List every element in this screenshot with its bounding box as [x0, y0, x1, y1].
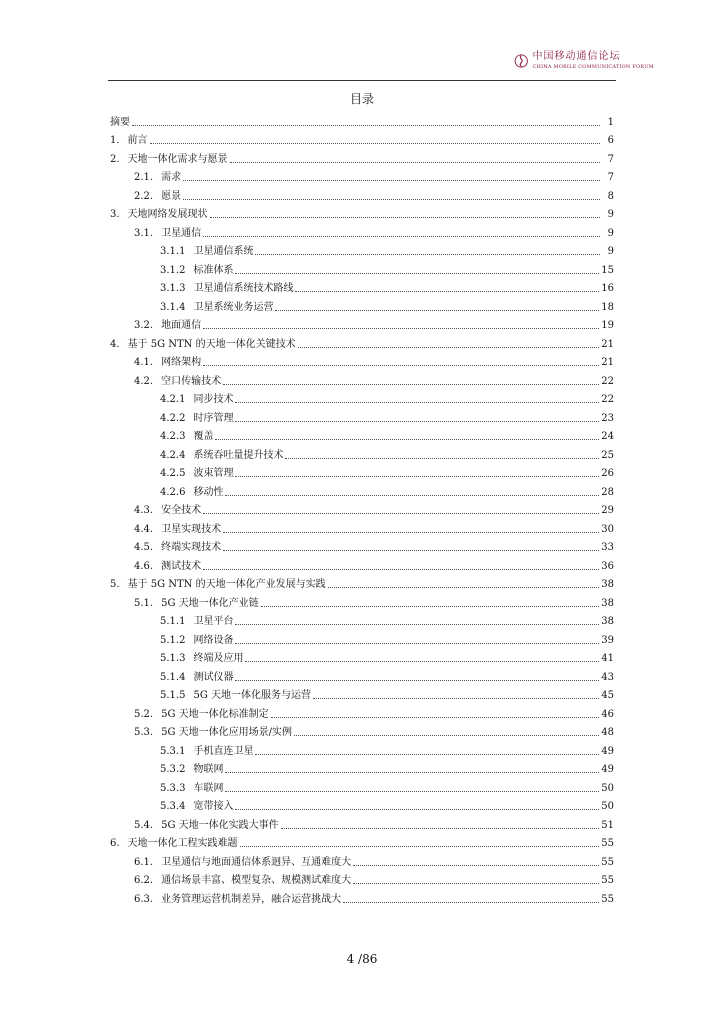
toc-entry-page: 55 [601, 856, 614, 868]
toc-entry[interactable] [108, 684, 614, 703]
toc-dot-leader [353, 865, 599, 866]
toc-entry[interactable] [108, 425, 614, 444]
toc-entry-title: 卫星通信系统 [193, 246, 254, 257]
toc-entry-number: 4.2.3 [160, 431, 186, 442]
toc-entry-page: 51 [601, 819, 614, 831]
toc-entry[interactable] [108, 887, 614, 906]
toc-entry-title: 前言 [127, 135, 148, 146]
toc-entry-title: 标准体系 [193, 264, 234, 276]
toc-entry-title: 网络设备 [193, 634, 234, 646]
toc-entry-title: 同步技术 [193, 394, 234, 405]
toc-dot-leader [255, 754, 599, 755]
toc-entry-page: 41 [601, 653, 614, 664]
toc-dot-leader [223, 550, 599, 551]
toc-dot-leader [183, 180, 600, 181]
toc-entry-title: 测试技术 [161, 560, 202, 572]
toc-entry-page: 38 [601, 579, 614, 590]
toc-entry-page: 7 [607, 153, 614, 165]
toc-entry-number: 5.1.1 [160, 616, 186, 627]
toc-entry-title: 手机直连卫星 [193, 745, 254, 757]
toc-dot-leader [261, 606, 600, 607]
toc-dot-leader [298, 347, 600, 348]
toc-dot-leader [203, 569, 599, 570]
toc-entry[interactable] [108, 388, 614, 407]
toc-entry-number: 4.2.5 [160, 468, 186, 479]
page-number: 4 /86 [346, 952, 378, 966]
toc-entry-title: 空口传输技术 [161, 375, 222, 387]
toc-entry-page: 55 [601, 875, 614, 886]
toc-entry-page: 6 [607, 135, 614, 146]
toc-dot-leader [295, 291, 599, 292]
toc-entry[interactable] [108, 554, 614, 573]
toc-entry-number: 5.1.5 [160, 690, 186, 701]
toc-entry-page: 46 [601, 708, 614, 720]
toc-entry-number: 4.2. [134, 375, 154, 387]
table-of-contents [108, 110, 614, 906]
toc-entry-title: 卫星平台 [193, 616, 234, 627]
toc-entry-title: 移动性 [193, 486, 224, 498]
toc-dot-leader [281, 828, 600, 829]
toc-entry-title: 天地网络发展现状 [127, 209, 208, 220]
toc-dot-leader [294, 735, 599, 736]
toc-entry-title: 系统吞吐量提升技术 [193, 449, 284, 461]
toc-entry-number: 4.2.2 [160, 412, 186, 424]
toc-dot-leader [235, 643, 599, 644]
toc-entry[interactable] [108, 536, 614, 555]
toc-entry-title: 终端实现技术 [161, 542, 222, 553]
toc-entry[interactable] [108, 332, 614, 351]
toc-dot-leader [271, 717, 600, 718]
toc-entry-page: 21 [601, 357, 614, 368]
toc-entry-title: 波束管理 [193, 468, 234, 479]
toc-entry-number: 3.1.2 [160, 264, 186, 276]
toc-entry-page: 45 [601, 690, 614, 701]
toc-entry[interactable] [108, 258, 614, 277]
toc-entry[interactable] [108, 499, 614, 518]
toc-entry[interactable] [108, 832, 614, 851]
toc-entry-page: 8 [607, 190, 614, 202]
toc-entry-title: 5G 天地一体化标准制定 [161, 708, 269, 720]
toc-entry-page: 49 [601, 745, 614, 757]
toc-entry-title: 业务管理运营机制差异，融合运营挑战大 [161, 893, 342, 905]
toc-title: 目录 [349, 92, 374, 106]
toc-entry[interactable] [108, 739, 614, 758]
toc-dot-leader [225, 772, 599, 773]
toc-entry[interactable] [108, 351, 614, 370]
toc-entry[interactable] [108, 166, 614, 185]
toc-entry-number: 5.1.4 [160, 671, 186, 683]
toc-entry-number: 4.6. [134, 560, 154, 572]
toc-entry-title: 卫星通信系统技术路线 [193, 283, 294, 294]
toc-entry-number: 3.1. [134, 227, 154, 239]
toc-entry-number: 5.3.2 [160, 764, 186, 775]
toc-dot-leader [313, 698, 599, 699]
toc-entry[interactable] [108, 628, 614, 647]
toc-entry[interactable] [108, 795, 614, 814]
toc-entry-number: 6.1. [134, 856, 154, 868]
toc-dot-leader [235, 624, 599, 625]
toc-dot-leader [230, 162, 600, 163]
toc-entry[interactable] [108, 314, 614, 333]
toc-dot-leader [203, 365, 599, 366]
toc-entry-number: 4.3. [134, 505, 154, 516]
toc-entry-title: 地面通信 [161, 320, 202, 331]
toc-entry-page: 16 [601, 283, 614, 294]
toc-entry-number: 4.5. [134, 542, 154, 553]
toc-entry-page: 26 [601, 468, 614, 479]
toc-entry-page: 23 [601, 412, 614, 424]
toc-entry-title: 网络架构 [161, 357, 202, 368]
toc-entry[interactable] [108, 221, 614, 240]
toc-dot-leader [235, 809, 599, 810]
toc-entry[interactable] [108, 129, 614, 148]
toc-entry-title: 测试仪器 [193, 671, 234, 683]
toc-dot-leader [203, 328, 599, 329]
toc-dot-leader [275, 310, 599, 311]
toc-entry-number: 5.4. [134, 819, 154, 831]
toc-entry-number: 5.3.4 [160, 801, 186, 812]
toc-entry-page: 19 [601, 320, 614, 331]
toc-entry-title: 卫星通信 [161, 227, 202, 239]
china-mobile-logo-icon [514, 48, 529, 74]
toc-entry-page: 43 [601, 671, 614, 683]
toc-entry-page: 50 [601, 801, 614, 812]
toc-entry-title: 卫星通信与地面通信体系迥异、互通难度大 [161, 856, 352, 868]
toc-entry-title: 5G 天地一体化实践大事件 [161, 819, 279, 831]
toc-entry-number: 6. [110, 838, 120, 849]
toc-entry-page: 7 [607, 172, 614, 183]
toc-dot-leader [245, 661, 599, 662]
toc-entry[interactable] [108, 665, 614, 684]
toc-dot-leader [240, 846, 600, 847]
toc-entry[interactable] [108, 573, 614, 592]
toc-entry[interactable] [108, 610, 614, 629]
toc-entry[interactable] [108, 240, 614, 259]
toc-entry[interactable] [108, 406, 614, 425]
toc-entry-number: 2.2. [134, 190, 154, 202]
toc-entry[interactable] [108, 517, 614, 536]
toc-entry[interactable] [108, 369, 614, 388]
toc-entry-number: 5.3.1 [160, 745, 186, 757]
toc-entry-number: 3.1.4 [160, 301, 186, 313]
toc-entry[interactable] [108, 702, 614, 721]
toc-dot-leader [132, 125, 600, 126]
toc-entry-page: 22 [601, 375, 614, 387]
toc-entry-title: 摘要 [110, 116, 130, 128]
toc-entry[interactable] [108, 647, 614, 666]
toc-dot-leader [225, 495, 599, 496]
toc-entry-title: 天地一体化工程实践难题 [127, 838, 238, 849]
toc-entry[interactable] [108, 203, 614, 222]
toc-entry-title: 宽带接入 [193, 801, 234, 812]
toc-entry-title: 天地一体化需求与愿景 [127, 153, 228, 165]
toc-entry-page: 9 [607, 227, 614, 239]
toc-entry-page: 36 [601, 560, 614, 572]
toc-dot-leader [223, 384, 599, 385]
toc-entry-page: 15 [601, 264, 614, 276]
toc-entry-page: 25 [601, 449, 614, 461]
toc-dot-leader [235, 402, 599, 403]
toc-entry-title: 覆盖 [193, 431, 214, 442]
toc-dot-leader [255, 254, 600, 255]
toc-dot-leader [150, 143, 600, 144]
toc-entry-title: 安全技术 [161, 505, 202, 516]
toc-entry-number: 5.2. [134, 708, 154, 720]
toc-entry-title: 5G 天地一体化服务与运营 [193, 690, 311, 701]
toc-entry-number: 3.1.3 [160, 283, 186, 294]
toc-dot-leader [203, 236, 600, 237]
toc-entry-title: 车联网 [193, 782, 224, 794]
toc-entry-page: 49 [601, 764, 614, 775]
toc-dot-leader [203, 513, 599, 514]
toc-entry[interactable] [108, 147, 614, 166]
header-divider [108, 80, 616, 81]
toc-entry-page: 39 [601, 634, 614, 646]
toc-entry-page: 30 [601, 523, 614, 535]
toc-entry-title: 物联网 [193, 764, 224, 775]
toc-entry-page: 21 [601, 338, 614, 350]
toc-entry-title: 基于 5G NTN 的天地一体化关键技术 [127, 338, 296, 350]
toc-entry[interactable] [108, 295, 614, 314]
toc-entry-number: 3.1.1 [160, 246, 186, 257]
toc-entry-page: 24 [601, 431, 614, 442]
toc-entry[interactable] [108, 758, 614, 777]
toc-entry-title: 5G 天地一体化产业链 [161, 597, 259, 609]
toc-entry-number: 6.3. [134, 893, 154, 905]
toc-entry-number: 5.3. [134, 727, 154, 738]
toc-entry-title: 卫星系统业务运营 [193, 301, 274, 313]
toc-entry-number: 6.2. [134, 875, 154, 886]
logo-english-name: CHINA MOBILE COMMUNICATION FORUM [532, 64, 654, 70]
toc-entry-number: 1. [110, 135, 120, 146]
toc-entry-title: 通信场景丰富、模型复杂、规模测试难度大 [161, 875, 352, 886]
toc-entry-number: 2. [110, 153, 120, 165]
toc-entry[interactable] [108, 591, 614, 610]
toc-dot-leader [183, 199, 600, 200]
toc-entry[interactable] [108, 184, 614, 203]
toc-dot-leader [353, 883, 599, 884]
toc-entry-number: 4.1. [134, 357, 154, 368]
toc-entry-number: 4.2.6 [160, 486, 186, 498]
toc-dot-leader [235, 273, 599, 274]
toc-entry[interactable] [108, 480, 614, 499]
toc-entry-page: 38 [601, 597, 614, 609]
toc-entry-page: 9 [607, 246, 614, 257]
toc-entry-page: 50 [601, 782, 614, 794]
toc-entry-page: 38 [601, 616, 614, 627]
toc-entry-title: 基于 5G NTN 的天地一体化产业发展与实践 [127, 579, 326, 590]
logo-chinese-name: 中国移动通信论坛 [532, 51, 621, 62]
toc-entry-number: 5.1. [134, 597, 154, 609]
toc-entry-page: 22 [601, 394, 614, 405]
toc-dot-leader [215, 439, 599, 440]
toc-entry-page: 29 [601, 505, 614, 516]
toc-entry-number: 5. [110, 579, 120, 590]
toc-entry[interactable] [108, 869, 614, 888]
toc-dot-leader [328, 587, 600, 588]
toc-entry-page: 55 [601, 893, 614, 905]
toc-entry[interactable] [108, 462, 614, 481]
toc-entry-number: 4.2.1 [160, 394, 186, 405]
toc-entry-number: 4.2.4 [160, 449, 186, 461]
toc-entry-title: 需求 [161, 172, 182, 183]
toc-dot-leader [235, 421, 599, 422]
toc-dot-leader [210, 217, 600, 218]
toc-dot-leader [223, 532, 599, 533]
toc-entry-number: 5.3.3 [160, 782, 186, 794]
toc-entry-title: 终端及应用 [193, 653, 244, 664]
toc-dot-leader [235, 680, 599, 681]
toc-entry-title: 卫星实现技术 [161, 523, 222, 535]
toc-entry[interactable] [108, 776, 614, 795]
toc-entry-page: 28 [601, 486, 614, 498]
toc-entry-number: 3. [110, 209, 120, 220]
toc-entry-number: 5.1.2 [160, 634, 186, 646]
toc-entry-page: 48 [601, 727, 614, 738]
toc-entry-page: 18 [601, 301, 614, 313]
toc-entry-number: 4. [110, 338, 120, 350]
toc-entry-title: 5G 天地一体化应用场景/实例 [161, 727, 292, 738]
toc-entry[interactable] [108, 443, 614, 462]
toc-entry[interactable] [108, 721, 614, 740]
toc-entry-number: 4.4. [134, 523, 154, 535]
toc-entry-title: 时序管理 [193, 412, 234, 424]
toc-dot-leader [343, 902, 599, 903]
toc-entry[interactable] [108, 110, 614, 129]
toc-entry-number: 3.2. [134, 320, 154, 331]
toc-dot-leader [285, 458, 599, 459]
toc-entry[interactable] [108, 813, 614, 832]
toc-entry-page: 1 [607, 116, 614, 128]
toc-entry-number: 5.1.3 [160, 653, 186, 664]
toc-entry-title: 愿景 [161, 190, 182, 202]
toc-dot-leader [225, 791, 599, 792]
toc-dot-leader [235, 476, 599, 477]
toc-entry[interactable] [108, 277, 614, 296]
toc-entry-number: 2.1. [134, 172, 154, 183]
toc-entry-page: 55 [601, 838, 614, 849]
toc-entry-page: 33 [601, 542, 614, 553]
header-logo [514, 46, 654, 76]
toc-entry-page: 9 [607, 209, 614, 220]
toc-entry[interactable] [108, 850, 614, 869]
